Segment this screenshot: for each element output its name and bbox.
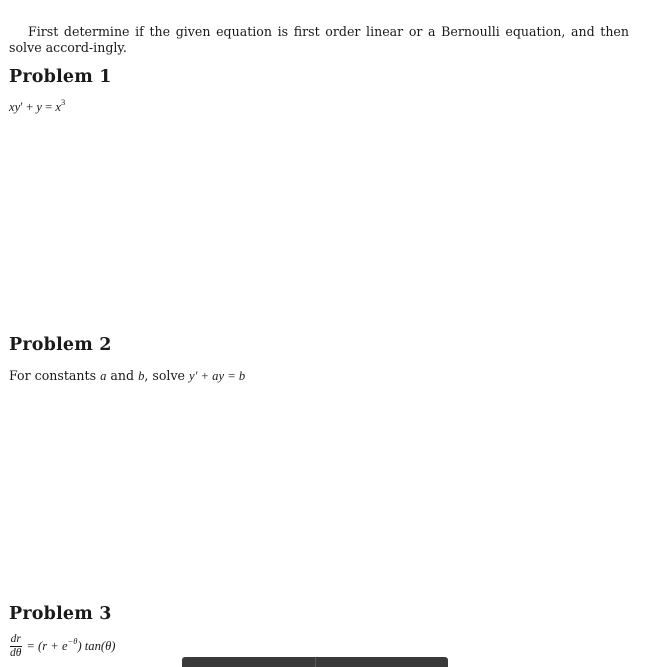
p2-constant-a: a	[100, 369, 107, 383]
fraction-numerator: dr	[10, 633, 21, 645]
eq-rhs-tail: ) tan(θ)	[77, 639, 116, 653]
problem-2-heading: Problem 2	[9, 335, 112, 355]
problem-1-heading: Problem 1	[9, 67, 112, 87]
eq-term-xy: xy	[9, 100, 21, 114]
p2-equation: y′ + ay = b	[189, 369, 246, 383]
eq-fraction	[9, 633, 22, 660]
toolbar-segment-right[interactable]	[315, 657, 449, 667]
fraction-denominator: dθ	[10, 647, 22, 659]
problem-1-equation	[9, 96, 66, 115]
eq-rhs-exponent: 3	[60, 96, 66, 107]
eq-term-y: y	[36, 100, 42, 114]
problem-2-statement	[9, 368, 245, 384]
instructions-paragraph: First determine if the given equation is first order linear or a Bernoulli equation, and then solve accord-ingly.	[9, 23, 629, 55]
eq-prime: ′	[20, 100, 23, 114]
eq-rhs-base: x	[55, 100, 61, 114]
eq-rhs-exponent: −θ	[67, 635, 78, 646]
eq-equals: =	[41, 100, 56, 114]
eq-rhs	[26, 635, 116, 654]
p2-text-and: and	[106, 368, 139, 383]
problem-3-heading: Problem 3	[9, 604, 112, 624]
p2-constant-b: b	[138, 369, 145, 383]
p2-text-prefix: For constants	[9, 368, 101, 383]
eq-rhs-main: = (r + e	[26, 639, 68, 653]
toolbar-segment-left[interactable]	[182, 657, 315, 667]
bottom-toolbar[interactable]	[182, 657, 448, 667]
p2-text-solve: , solve	[144, 368, 190, 383]
problem-3-equation	[9, 633, 115, 660]
eq-plus: +	[22, 100, 37, 114]
